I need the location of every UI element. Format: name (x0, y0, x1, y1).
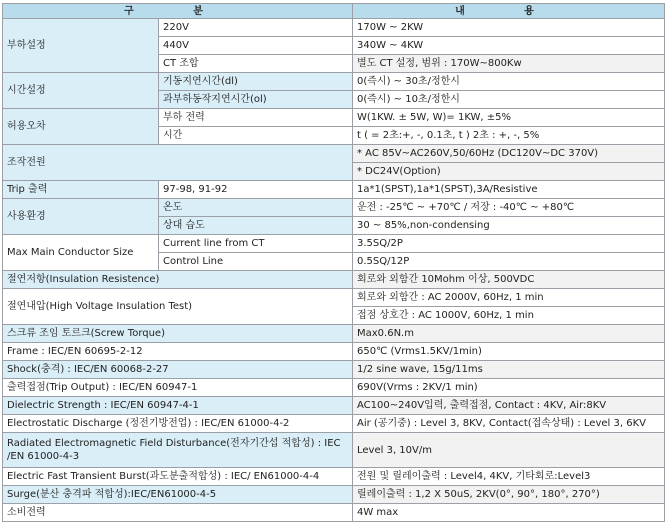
table-row (3, 415, 665, 433)
label-insulation-resistance: 절연저항(Insulation Resistence) (3, 271, 353, 289)
category-time: 시간설정 (3, 73, 159, 109)
label-consumption: 소비전력 (3, 504, 353, 522)
sub-label: Control Line (159, 253, 353, 271)
value-cell: * DC24V(Option) (353, 163, 665, 181)
category-load: 부하설정 (3, 19, 159, 73)
value-cell: 운전 : -25℃ ~ +70℃ / 저장 : -40℃ ~ +80℃ (353, 199, 665, 217)
label-shock: Shock(충격) : IEC/EN 60068-2-27 (3, 361, 353, 379)
sub-label: 시간 (159, 127, 353, 145)
table-row (3, 109, 665, 127)
table-row (3, 379, 665, 397)
table-row (3, 486, 665, 504)
sub-label: 220V (159, 19, 353, 37)
value-cell: 1a*1(SPST),1a*1(SPST),3A/Resistive (353, 181, 665, 199)
sub-label: 기동지연시간(dl) (159, 73, 353, 91)
table-row (3, 361, 665, 379)
value-cell: Level 3, 10V/m (353, 433, 665, 468)
table-row (3, 271, 665, 289)
label-esd: Electrostatic Discharge (정전기방전업) : IEC/EN 61000-4-2 (3, 415, 353, 433)
sub-label: 440V (159, 37, 353, 55)
sub-label: 온도 (159, 199, 353, 217)
value-cell: t ( = 2초:+, -, 0.1초, t ) 2초 : +, -, 5% (353, 127, 665, 145)
sub-label: 과부하동작지연시간(ol) (159, 91, 353, 109)
value-cell: 별도 CT 설정, 범위 : 170W~800Kw (353, 55, 665, 73)
value-cell: 회로와 외함간 10Mohm 이상, 500VDC (353, 271, 665, 289)
value-cell: 340W ~ 4KW (353, 37, 665, 55)
category-tolerance: 허용오차 (3, 109, 159, 145)
value-cell: 170W ~ 2KW (353, 19, 665, 37)
header-content: 내 용 (353, 4, 665, 19)
sub-label: 상대 습도 (159, 217, 353, 235)
label-dielectric: Dielectric Strength : IEC/EN 60947-4-1 (3, 397, 353, 415)
label-surge: Surge(분산 충격파 적합성):IEC/EN61000-4-5 (3, 486, 353, 504)
category-conductor: Max Main Conductor Size (3, 235, 159, 271)
category-env: 사용환경 (3, 199, 159, 235)
label-radiated: Radiated Electromagnetic Field Disturbance(전자기간섭 적합성) : IEC /EN 61000-4-3 (3, 433, 353, 468)
category-trip: Trip 출력 (3, 181, 159, 199)
label-eft: Electric Fast Transient Burst(과도분출적합성) : IEC/ EN61000-4-4 (3, 468, 353, 486)
sub-label: Current line from CT (159, 235, 353, 253)
sub-label: CT 조합 (159, 55, 353, 73)
header-row (3, 4, 665, 19)
value-cell: AC100~240V입력, 출력접점, Contact : 4KV, Air:8KV (353, 397, 665, 415)
sub-label: 부하 전력 (159, 109, 353, 127)
category-power: 조작전원 (3, 145, 353, 181)
value-cell: 30 ~ 85%,non-condensing (353, 217, 665, 235)
value-cell: 650℃ (Vrms1.5KV/1min) (353, 343, 665, 361)
value-cell: 4W max (353, 504, 665, 522)
label-screw-torque: 스크류 조임 토르크(Screw Torque) (3, 325, 353, 343)
value-cell: 0(즉시) ~ 10초/정한시 (353, 91, 665, 109)
table-row (3, 504, 665, 522)
label-frame: Frame : IEC/EN 60695-2-12 (3, 343, 353, 361)
value-cell: 접점 상호간 : AC 1000V, 60Hz, 1 min (353, 307, 665, 325)
table-row (3, 289, 665, 307)
value-cell: 690V(Vrms : 2KV/1 min) (353, 379, 665, 397)
table-row (3, 235, 665, 253)
header-category: 구 분 (3, 4, 353, 19)
value-cell: Air (공기중) : Level 3, 8KV, Contact(접속상태) : Level 3, 6KV (353, 415, 665, 433)
value-cell: 3.5SQ/2P (353, 235, 665, 253)
table-row (3, 433, 665, 468)
spec-table (2, 3, 665, 522)
value-cell: 0.5SQ/12P (353, 253, 665, 271)
table-row (3, 145, 665, 163)
sub-label: 97-98, 91-92 (159, 181, 353, 199)
table-row (3, 199, 665, 217)
value-cell: 1/2 sine wave, 15g/11ms (353, 361, 665, 379)
value-cell: 0(즉시) ~ 30초/정한시 (353, 73, 665, 91)
value-cell: 릴레이출력 : 1,2 X 50uS, 2KV(0°, 90°, 180°, 270°) (353, 486, 665, 504)
table-row (3, 181, 665, 199)
table-row (3, 397, 665, 415)
table-row (3, 325, 665, 343)
value-cell: W(1KW. ± 5W, W)= 1KW, ±5% (353, 109, 665, 127)
value-cell: Max0.6N.m (353, 325, 665, 343)
table-row (3, 468, 665, 486)
value-cell: 전원 및 릴레이출력 : Level4, 4KV, 기타회로:Level3 (353, 468, 665, 486)
label-trip-output: 출력접점(Trip Output) : IEC/EN 60947-1 (3, 379, 353, 397)
table-row (3, 19, 665, 37)
value-cell: 회로와 외함간 : AC 2000V, 60Hz, 1 min (353, 289, 665, 307)
table-row (3, 343, 665, 361)
table-row (3, 73, 665, 91)
value-cell: * AC 85V~AC260V,50/60Hz (DC120V~DC 370V) (353, 145, 665, 163)
label-insulation-test: 절연내압(High Voltage Insulation Test) (3, 289, 353, 325)
